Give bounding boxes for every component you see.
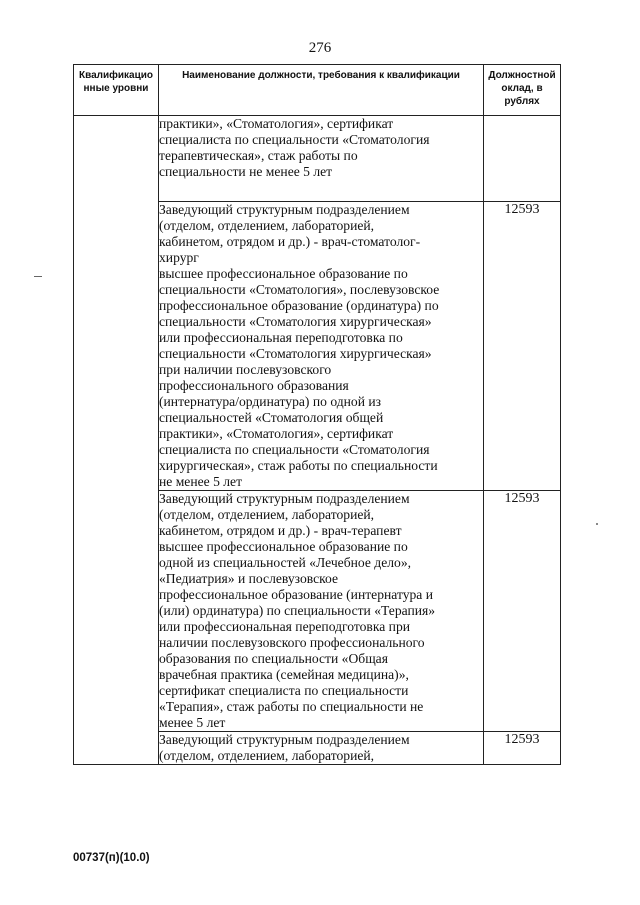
- position-cell: [159, 202, 484, 491]
- position-text: Заведующий структурным подразделением (отделом, отделением, лабораторией, кабинетом, отрядом и др.) - врач-терапевт высшее профессиональное образование по одной из специальностей «Лечебное дело», «Педиатрия» и послевузовское профессиональное образование (интернатура и (или) ординатура) по специальности «Терапия» или профессиональная переподготовка при наличии послевузовского профессионального образования по специальности «Общая врачебная практика (семейная медицина)», сертификат специалиста по специальности «Терапия», стаж работы по специальности не менее 5 лет: [159, 491, 436, 730]
- qualification-level-cell: [74, 116, 159, 765]
- salary-cell: 12593: [484, 732, 561, 765]
- header-position-requirements: Наименование должности, требования к квалификации: [159, 65, 484, 116]
- document-footer-code: 00737(п)(10.0): [73, 852, 150, 864]
- page-number: 276: [308, 40, 332, 56]
- header-salary: Должностной оклад, в рублях: [484, 65, 561, 116]
- position-cell: [159, 732, 484, 765]
- salary-cell: 12593: [484, 202, 561, 491]
- position-text: Заведующий структурным подразделением (отделом, отделением, лабораторией, кабинетом, отрядом и др.) - врач-стоматолог- хирург высшее профессиональное образование по специальности «Стоматология», послевузовское профессиональное образование (ординатура) по специальности «Стоматология хирургическая» или профессиональная переподготовка по специальности «Стоматология хирургическая» при наличии послевузовского профессионального образования (интернатура/ординатура) по одной из специальностей «Стоматология общей практики», «Стоматология», сертификат специалиста по специальности «Стоматология хирургическая», стаж работы по специальности не менее 5 лет: [159, 202, 440, 489]
- salary-cell: 12593: [484, 491, 561, 732]
- position-text: практики», «Стоматология», сертификат специалиста по специальности «Стоматология терапевтическая», стаж работы по специальности не менее 5 лет: [159, 116, 430, 179]
- position-text: Заведующий структурным подразделением (отделом, отделением, лабораторией,: [159, 732, 410, 763]
- salary-cell: [484, 116, 561, 202]
- scan-speck: [596, 523, 598, 525]
- margin-mark: [34, 276, 42, 277]
- position-cell: [159, 116, 484, 202]
- qualification-table: [73, 64, 561, 765]
- table-row: [74, 116, 561, 202]
- table-header-row: [74, 65, 561, 116]
- header-qualification-levels: Квалификацио нные уровни: [74, 65, 159, 116]
- position-cell: [159, 491, 484, 732]
